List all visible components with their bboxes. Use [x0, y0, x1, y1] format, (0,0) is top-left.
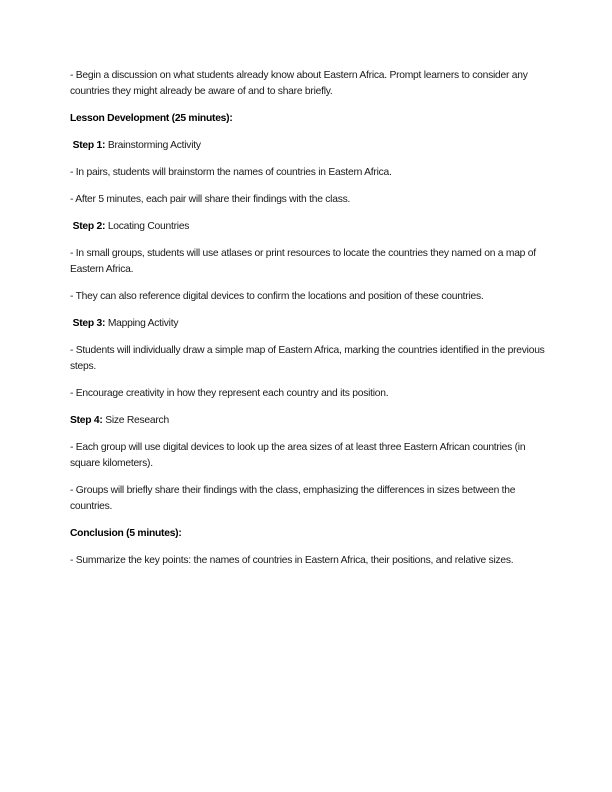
step-heading — [70, 413, 548, 429]
paragraph: - Begin a discussion on what students already know about Eastern Africa. Prompt learners to consider any countries they might already be aware of and to share briefly. — [70, 70, 531, 97]
paragraph: - After 5 minutes, each pair will share their findings with the class. — [70, 194, 351, 205]
step-label: Step 3: — [70, 318, 106, 329]
step-title: Mapping Activity — [105, 318, 179, 329]
paragraph: - Groups will briefly share their findings with the class, emphasizing the differences in sizes between the countries. — [70, 485, 518, 512]
section-heading: Lesson Development (25 minutes): — [70, 113, 233, 124]
step-title: Brainstorming Activity — [105, 140, 201, 151]
step-heading — [70, 219, 548, 235]
step-heading — [70, 138, 548, 154]
step-title: Locating Countries — [105, 221, 190, 232]
paragraph: - Students will individually draw a simple map of Eastern Africa, marking the countries identified in the previous steps. — [70, 345, 548, 372]
paragraph: - In pairs, students will brainstorm the names of countries in Eastern Africa. — [70, 167, 392, 178]
paragraph: - Each group will use digital devices to look up the area sizes of at least three Eastern African countries (in square kilometers). — [70, 442, 528, 469]
section-heading: Conclusion (5 minutes): — [70, 528, 182, 539]
paragraph: - Summarize the key points: the names of countries in Eastern Africa, their positions, and relative sizes. — [70, 555, 514, 566]
paragraph: - They can also reference digital devices to confirm the locations and position of these countries. — [70, 291, 484, 302]
step-heading — [70, 316, 548, 332]
step-label: Step 4: — [70, 415, 103, 426]
paragraph: - Encourage creativity in how they represent each country and its position. — [70, 388, 389, 399]
step-title: Size Research — [102, 415, 169, 426]
step-label: Step 2: — [70, 221, 106, 232]
step-label: Step 1: — [70, 140, 106, 151]
paragraph: - In small groups, students will use atlases or print resources to locate the countries they named on a map of Eastern Africa. — [70, 248, 539, 275]
